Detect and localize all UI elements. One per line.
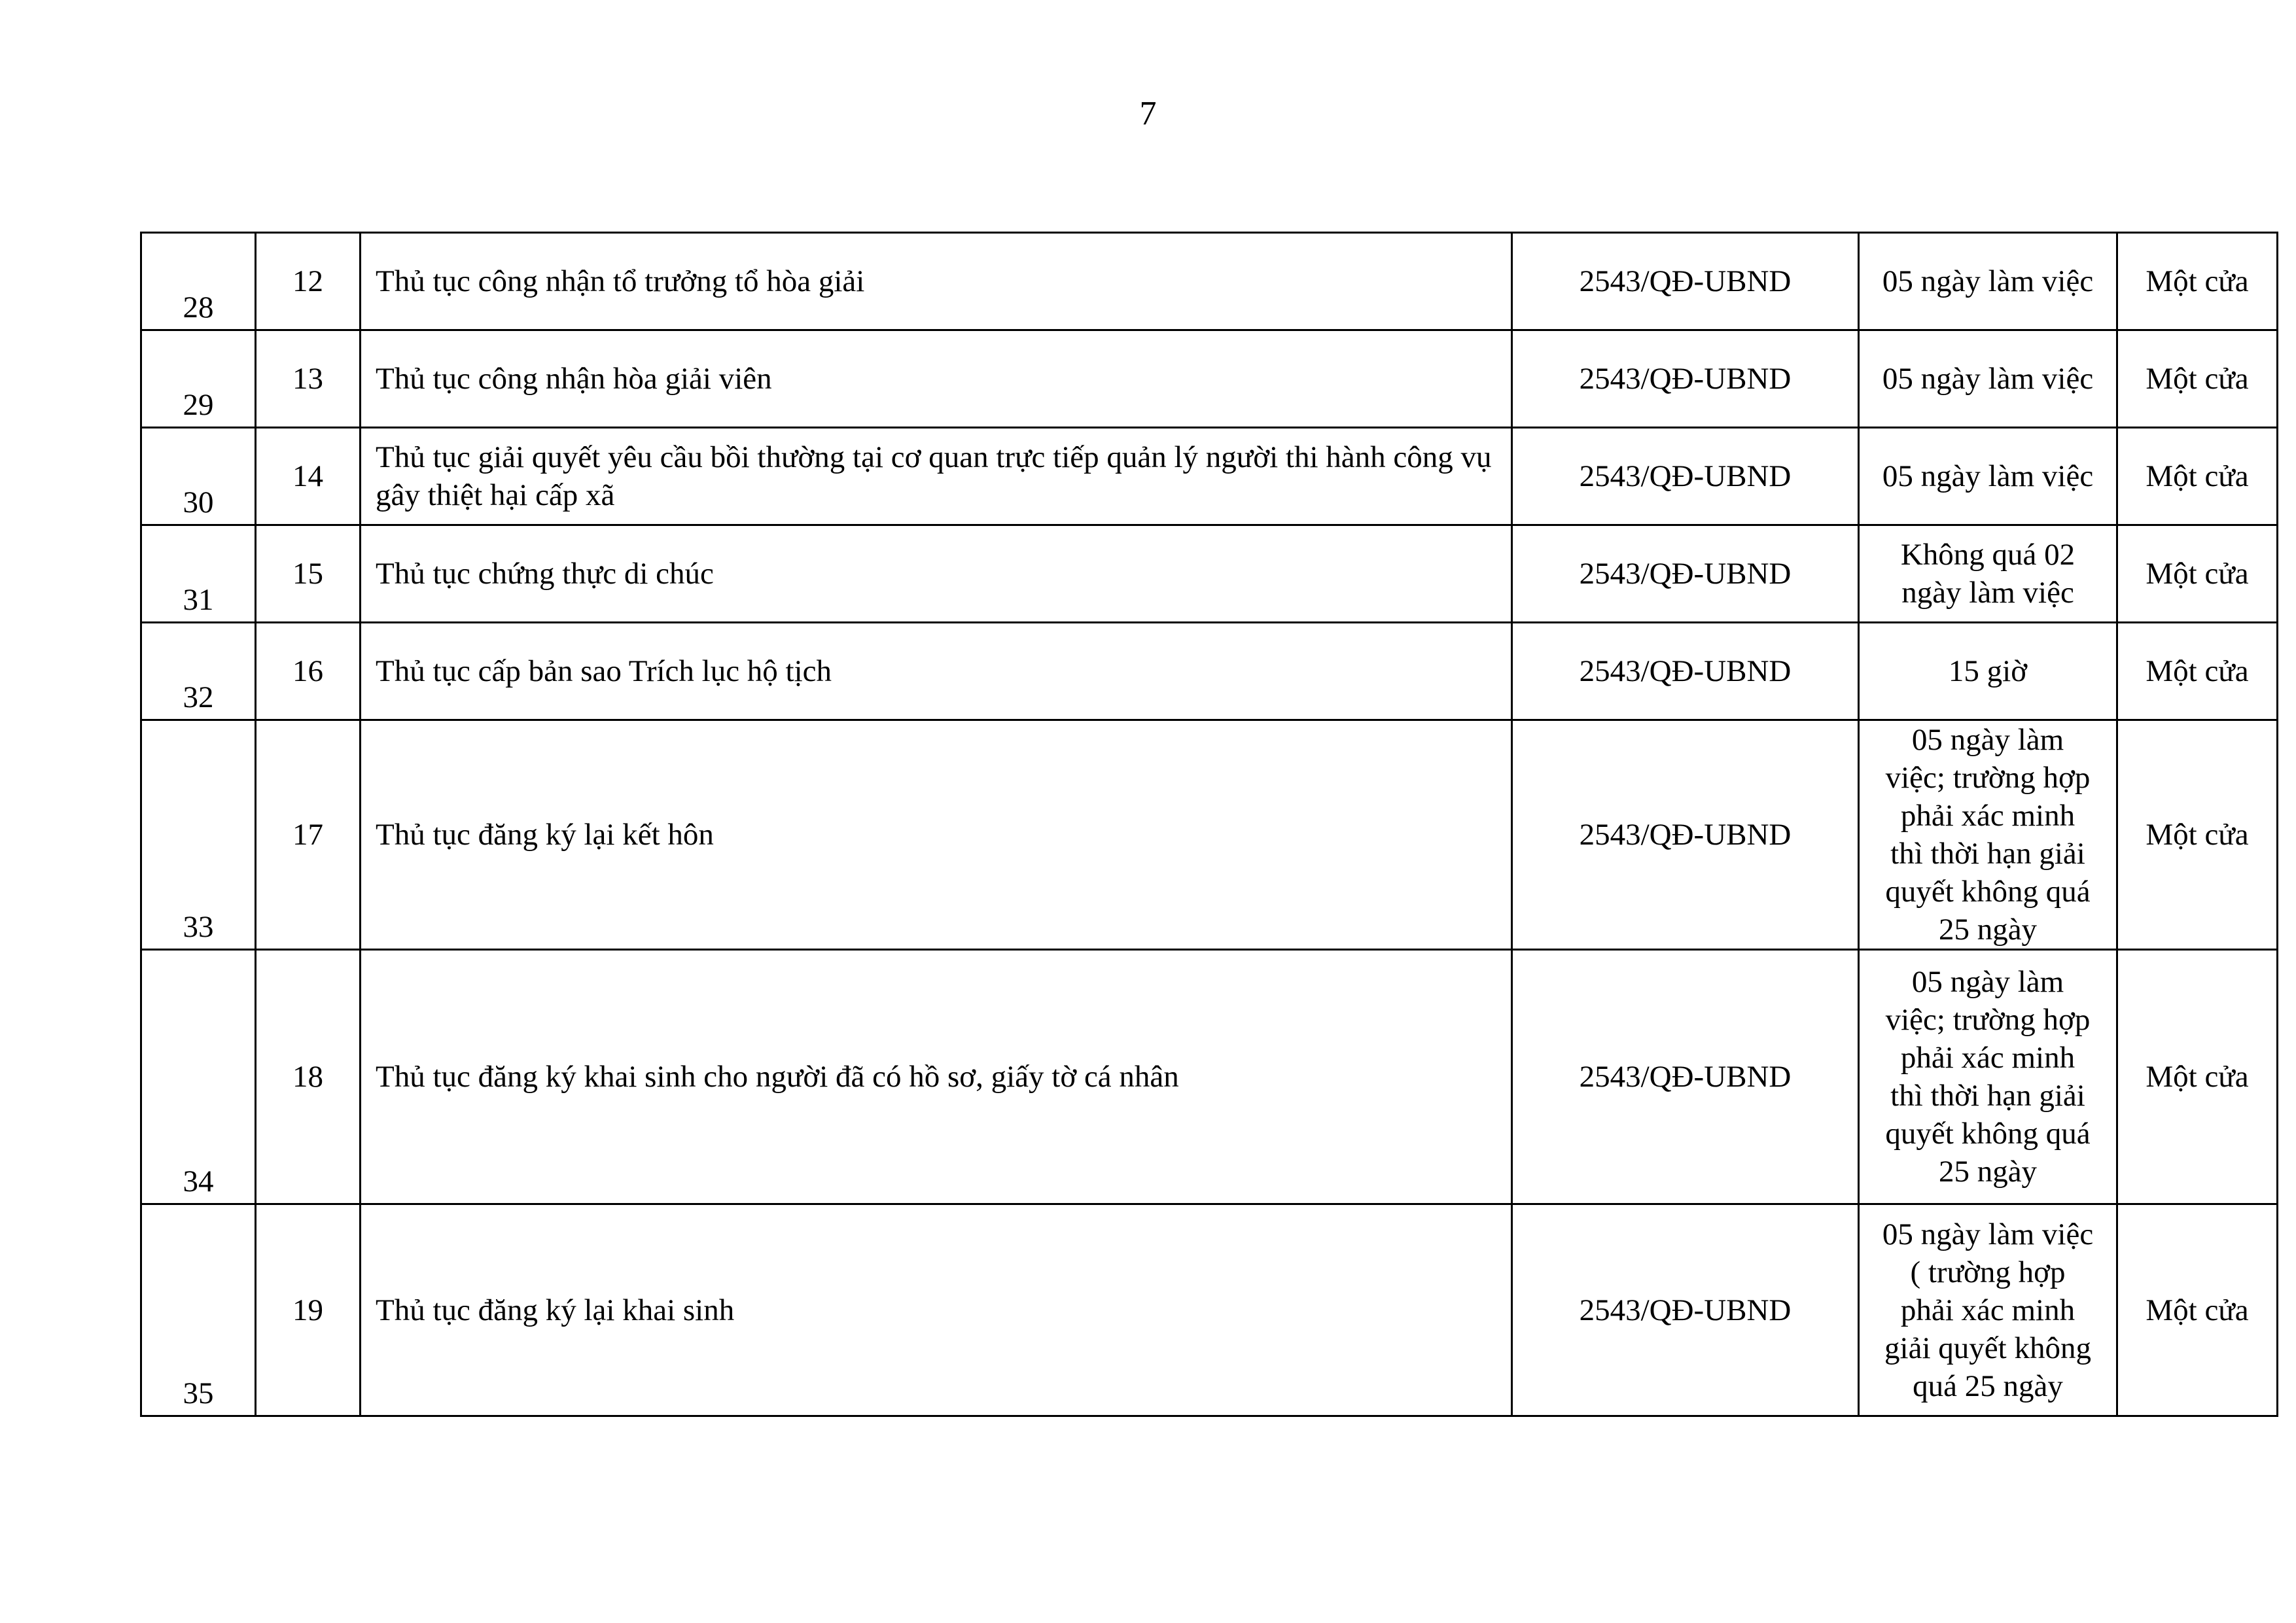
processing-time-line: 05 ngày làm việc xyxy=(1882,1217,2094,1251)
processing-time-cell xyxy=(1859,623,2117,720)
processing-time-line: 25 ngày xyxy=(1938,1155,2038,1189)
processing-time-line: giải quyết không xyxy=(1884,1331,2091,1365)
processing-time-line: 25 ngày xyxy=(1938,913,2038,947)
decision-number-cell: 2543/QĐ-UBND xyxy=(1512,330,1859,428)
processing-time-line: 05 ngày làm việc xyxy=(1882,362,2094,396)
global-number-cell: 32 xyxy=(141,623,256,720)
processing-time-cell xyxy=(1859,720,2117,950)
processing-time-cell xyxy=(1859,233,2117,330)
processing-time-line: 15 giờ xyxy=(1948,654,2028,688)
processing-time-line: phải xác minh xyxy=(1900,799,2075,833)
decision-number-cell: 2543/QĐ-UBND xyxy=(1512,428,1859,525)
processing-time-line: ( trường hợp xyxy=(1910,1255,2066,1289)
global-number-cell: 28 xyxy=(141,233,256,330)
procedure-name-cell: Thủ tục đăng ký lại kết hôn xyxy=(361,720,1512,950)
processing-time-line: phải xác minh xyxy=(1900,1293,2075,1327)
table-row xyxy=(141,525,2278,623)
table-row xyxy=(141,950,2278,1204)
local-number-cell: 14 xyxy=(256,428,361,525)
table-row xyxy=(141,233,2278,330)
procedures-table xyxy=(140,232,2278,1417)
global-number-cell: 33 xyxy=(141,720,256,950)
decision-number-cell: 2543/QĐ-UBND xyxy=(1512,1204,1859,1416)
processing-time-line: quyết không quá xyxy=(1885,875,2091,909)
processing-time-line: quyết không quá xyxy=(1885,1117,2091,1151)
procedures-table-body xyxy=(141,233,2278,1416)
local-number-cell: 16 xyxy=(256,623,361,720)
table-row xyxy=(141,720,2278,950)
global-number-cell: 35 xyxy=(141,1204,256,1416)
processing-time-line: 05 ngày làm việc xyxy=(1882,264,2094,298)
procedure-name-cell: Thủ tục giải quyết yêu cầu bồi thường tại cơ quan trực tiếp quản lý người thi hành công vụ gây thiệt hại cấp xã xyxy=(361,428,1512,525)
procedure-name-cell: Thủ tục chứng thực di chúc xyxy=(361,525,1512,623)
processing-time-line: việc; trường hợp xyxy=(1885,1003,2091,1037)
local-number-cell: 19 xyxy=(256,1204,361,1416)
procedure-name-cell: Thủ tục đăng ký khai sinh cho người đã có hồ sơ, giấy tờ cá nhân xyxy=(361,950,1512,1204)
procedure-name-cell: Thủ tục đăng ký lại khai sinh xyxy=(361,1204,1512,1416)
processing-time-cell xyxy=(1859,1204,2117,1416)
service-mode-cell: Một cửa xyxy=(2117,623,2278,720)
decision-number-cell: 2543/QĐ-UBND xyxy=(1512,525,1859,623)
processing-time-line: quá 25 ngày xyxy=(1913,1369,2063,1403)
local-number-cell: 18 xyxy=(256,950,361,1204)
procedure-name-cell: Thủ tục cấp bản sao Trích lục hộ tịch xyxy=(361,623,1512,720)
service-mode-cell: Một cửa xyxy=(2117,950,2278,1204)
processing-time-cell xyxy=(1859,950,2117,1204)
decision-number-cell: 2543/QĐ-UBND xyxy=(1512,623,1859,720)
service-mode-cell: Một cửa xyxy=(2117,1204,2278,1416)
service-mode-cell: Một cửa xyxy=(2117,720,2278,950)
decision-number-cell: 2543/QĐ-UBND xyxy=(1512,720,1859,950)
local-number-cell: 15 xyxy=(256,525,361,623)
local-number-cell: 17 xyxy=(256,720,361,950)
table-row xyxy=(141,1204,2278,1416)
global-number-cell: 29 xyxy=(141,330,256,428)
processing-time-line: 05 ngày làm việc xyxy=(1882,459,2094,493)
service-mode-cell: Một cửa xyxy=(2117,330,2278,428)
processing-time-line: phải xác minh xyxy=(1900,1041,2075,1075)
decision-number-cell: 2543/QĐ-UBND xyxy=(1512,233,1859,330)
local-number-cell: 12 xyxy=(256,233,361,330)
processing-time-line: ngày làm việc xyxy=(1901,576,2074,610)
local-number-cell: 13 xyxy=(256,330,361,428)
global-number-cell: 31 xyxy=(141,525,256,623)
procedure-name-cell: Thủ tục công nhận hòa giải viên xyxy=(361,330,1512,428)
global-number-cell: 34 xyxy=(141,950,256,1204)
processing-time-line: thì thời hạn giải xyxy=(1890,1079,2085,1113)
processing-time-line: 05 ngày làm xyxy=(1911,723,2064,757)
processing-time-line: việc; trường hợp xyxy=(1885,761,2091,795)
table-row xyxy=(141,428,2278,525)
service-mode-cell: Một cửa xyxy=(2117,233,2278,330)
page-number: 7 xyxy=(1139,95,1157,132)
processing-time-cell xyxy=(1859,428,2117,525)
processing-time-line: Không quá 02 xyxy=(1900,538,2075,572)
service-mode-cell: Một cửa xyxy=(2117,525,2278,623)
processing-time-cell xyxy=(1859,525,2117,623)
global-number-cell: 30 xyxy=(141,428,256,525)
processing-time-cell xyxy=(1859,330,2117,428)
decision-number-cell: 2543/QĐ-UBND xyxy=(1512,950,1859,1204)
table-row xyxy=(141,330,2278,428)
table-row xyxy=(141,623,2278,720)
processing-time-line: 05 ngày làm xyxy=(1911,965,2064,999)
service-mode-cell: Một cửa xyxy=(2117,428,2278,525)
processing-time-line: thì thời hạn giải xyxy=(1890,837,2085,871)
procedure-name-cell: Thủ tục công nhận tổ trưởng tổ hòa giải xyxy=(361,233,1512,330)
